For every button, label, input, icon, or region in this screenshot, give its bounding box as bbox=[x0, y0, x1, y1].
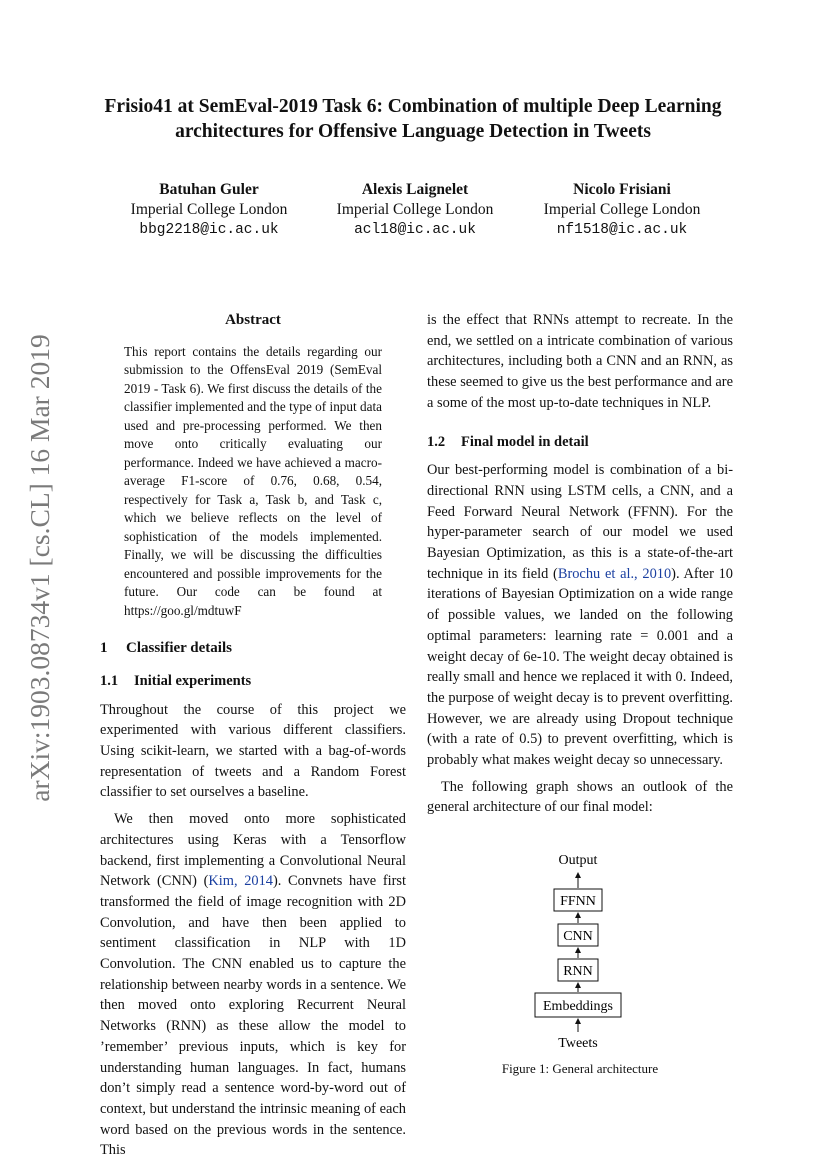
architecture-figure bbox=[427, 840, 733, 1080]
section-heading bbox=[100, 638, 406, 659]
author-name: Nicolo Frisiani bbox=[573, 181, 671, 198]
author-affiliation: Imperial College London bbox=[130, 201, 288, 218]
author-block bbox=[94, 180, 324, 240]
citation-link[interactable]: Brochu et al., 2010 bbox=[557, 565, 672, 582]
citation-link[interactable]: Kim, 2014 bbox=[208, 873, 273, 890]
figure-caption: Figure 1: General architecture bbox=[501, 1061, 659, 1077]
section-title: Classifier details bbox=[126, 640, 232, 657]
subsection-title: Initial experiments bbox=[134, 672, 252, 689]
abstract bbox=[124, 343, 382, 621]
paragraph-text: ). Convnets have first transformed the field of image recognition with 2D Convolution, and have then been applied to sentiment classification in NLP with 1D Convolution. The CNN enabled us to capture the relationship between nearby words in a sentence. We then moved onto exploring Recurrent Neural Networks (RNN) as these allow the model to ’remember’ previous inputs, which is key for understanding human languages. In fact, humans don’t simply read a sentence word-by-word out of context, but understand the intrinsic meaning of each word based on the previous words in the sentence. This bbox=[100, 873, 407, 1159]
paper-title-line-2: architectures for Offensive Language Detection in Tweets bbox=[175, 121, 651, 142]
author-name: Alexis Laignelet bbox=[361, 181, 469, 198]
author-affiliation: Imperial College London bbox=[336, 201, 494, 218]
embeddings-label: Embeddings bbox=[543, 999, 613, 1015]
cnn-label: CNN bbox=[563, 929, 593, 945]
ffnn-label: FFNN bbox=[560, 894, 596, 910]
abstract-heading: Abstract bbox=[225, 312, 281, 328]
paragraph-text: ). After 10 iterations of Bayesian Optimization on a wide range of possible values, we landed on the following optimal parameters: learning rate = 0.001 and a weight decay of 6e-10. The weight decay obtained is really small and hence we replaced it with 0. Indeed, the purpose of weight decay is to prevent overfitting. However, we are already using Dropout technique (with a rate of 0.5) to prevent overfitting, which is probably what makes weight decay so unnecessary. bbox=[427, 565, 733, 769]
author-email: acl18@ic.ac.uk bbox=[354, 222, 476, 238]
subsection-heading bbox=[427, 432, 733, 453]
author-affiliation: Imperial College London bbox=[543, 201, 701, 218]
paragraph-text: Our best-performing model is combination of a bi-directional RNN using LSTM cells, a CNN, and a Feed Forward Neural Network (FFNN). For the hyper-parameter search of our model we used Bayesian Optimization, as this is a state-of-the-art technique in its field ( bbox=[427, 462, 733, 582]
paragraph: The following graph shows an outlook of the general architecture of our final model: bbox=[427, 778, 733, 816]
paragraph: is the effect that RNNs attempt to recreate. In the end, we settled on a intricate combination of various architectures, including both a CNN and an RNN, as these seemed to give us the best performance and are a some of the most up-to-date techniques in NLP. bbox=[427, 312, 733, 411]
author-name: Batuhan Guler bbox=[159, 181, 259, 198]
author-block bbox=[507, 180, 737, 240]
left-column bbox=[100, 310, 406, 1161]
subsection-heading bbox=[100, 671, 406, 692]
author-email: bbg2218@ic.ac.uk bbox=[139, 222, 279, 238]
section-number: 1 bbox=[100, 640, 108, 657]
subsection-number: 1.1 bbox=[100, 672, 119, 689]
tweets-label: Tweets bbox=[558, 1036, 598, 1051]
author-email: nf1518@ic.ac.uk bbox=[556, 222, 688, 238]
right-column bbox=[427, 310, 733, 1080]
subsection-title: Final model in detail bbox=[461, 433, 589, 450]
arxiv-stamp: arXiv:1903.08734v1 [cs.CL] 16 Mar 2019 bbox=[24, 334, 55, 802]
paragraph bbox=[100, 809, 406, 1161]
author-block bbox=[300, 180, 530, 240]
abstract-text: This report contains the details regarding our submission to the OffensEval 2019 (SemEval 2019 - Task 6). We first discuss the details of the classifier implemented and the type of input data used and pre-processing performed. We then move onto critically evaluating our performance. Indeed we have achieved a macro-average F1-score of 0.76, 0.68, 0.54, respectively for Task a, Task b, and Task c, which we believe reflects on the level of sophistication of the models implemented. Finally, we will be discussing the difficulties encountered and possible improvements for the future. Our code can be found at https://goo.gl/mdtuwF bbox=[124, 343, 382, 618]
paragraph-text: We then moved onto more sophisticated architectures using Keras with a Tensorflow backend, first implementing a Convolutional Neural Network (CNN) ( bbox=[100, 811, 406, 890]
paper-title-line-1: Frisio41 at SemEval-2019 Task 6: Combination of multiple Deep Learning bbox=[104, 96, 722, 117]
paragraph bbox=[427, 460, 733, 771]
output-label: Output bbox=[558, 853, 598, 869]
subsection-number: 1.2 bbox=[427, 433, 446, 450]
architecture-diagram bbox=[427, 840, 733, 1050]
rnn-label: RNN bbox=[563, 964, 593, 980]
paragraph: Throughout the course of this project we experimented with various different classifiers. Using scikit-learn, we started with a bag-of-words representation of tweets and a Random Forest classifier to set ourselves a baseline. bbox=[100, 701, 406, 801]
paper-title bbox=[60, 94, 766, 144]
